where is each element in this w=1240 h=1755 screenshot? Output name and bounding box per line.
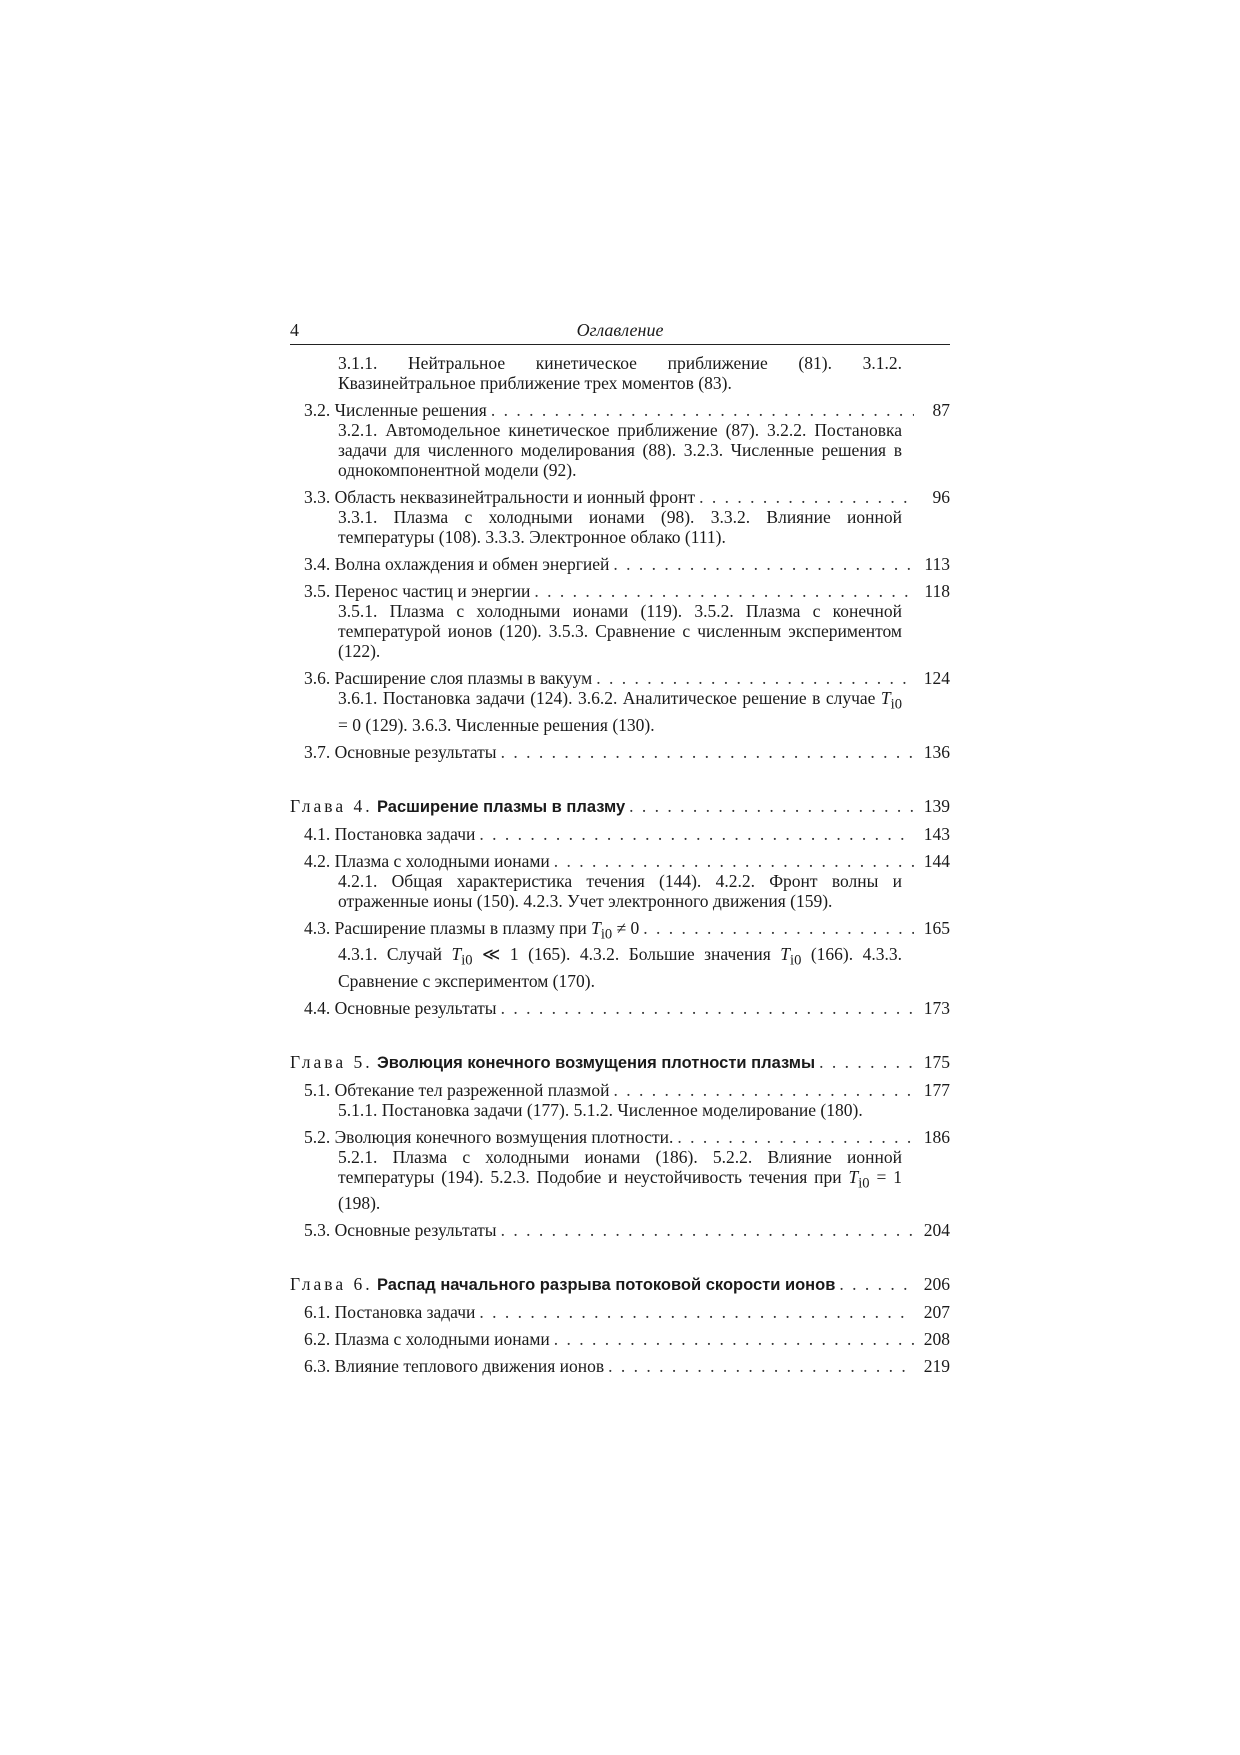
toc-page-num: 143 (923, 823, 950, 844)
toc-entry-4-3[interactable] (290, 918, 950, 991)
toc-label: 3.5. Перенос частиц и энергии (304, 581, 531, 601)
toc-page-num: 113 (924, 554, 950, 574)
toc-entry-6-1[interactable] (290, 1302, 950, 1322)
running-header (290, 320, 950, 345)
toc-chapter-4[interactable] (290, 796, 950, 817)
chapter-prefix: Глава 6. (290, 1274, 373, 1294)
toc-subsections: 3.1.1. Нейтральное кинетическое приближение (81). 3.1.2. Квазинейтральное приближение трех моментов (83). (338, 353, 902, 393)
toc-page-num: 219 (923, 1356, 950, 1376)
chapter-title: Расширение плазмы в плазму (376, 797, 626, 816)
toc-entry-4-4[interactable] (290, 998, 950, 1018)
toc-entry-4-2[interactable] (290, 851, 950, 911)
toc-subsections: 5.1.1. Постановка задачи (177). 5.1.2. Численное моделирование (180). (338, 1099, 863, 1120)
running-title: Оглавление (576, 320, 664, 340)
toc-subsections: 4.3.1. Случай $T_{i0}$ ≪ 1 (165). 4.3.2. Большие значения $T_{i0}$ (166). 4.3.3. Сравнение с экспериментом (170). (338, 944, 902, 991)
toc-chapter-5[interactable] (290, 1052, 950, 1073)
toc-label: 3.4. Волна охлаждения и обмен энергией (304, 554, 610, 574)
toc-entry-6-3[interactable] (290, 1356, 950, 1376)
toc-subsections: 5.2.1. Плазма с холодными ионами (186). 5.2.2. Влияние ионной температуры (194). 5.2.3. Подобие и неустойчивость течения при $T_{i0} = 1$ (198). (338, 1146, 902, 1213)
chapter-prefix: Глава 5. (290, 1051, 373, 1072)
toc-label: 4.4. Основные результаты (304, 997, 497, 1018)
toc-page-num: 87 (932, 400, 950, 420)
toc-page-num: 186 (923, 1126, 950, 1147)
toc-entry-3-5[interactable] (290, 581, 950, 661)
toc-entry-5-2[interactable] (290, 1127, 950, 1214)
toc-page-num: 207 (923, 1302, 950, 1322)
page-number: 4 (290, 320, 299, 340)
toc-label: 3.3. Область неквазинейтральности и ионный фронт (304, 487, 696, 507)
toc-page (290, 320, 950, 1383)
toc-entry-3-6[interactable] (290, 668, 950, 735)
toc-label: 3.2. Численные решения (304, 400, 487, 420)
toc-label: 3.7. Основные результаты (304, 741, 497, 762)
toc-entry-5-1[interactable] (290, 1080, 950, 1120)
toc-page-num: 144 (923, 850, 950, 871)
toc-entry-4-1[interactable] (290, 824, 950, 844)
chapter-title: Эволюция конечного возмущения плотности плазмы (376, 1053, 816, 1072)
toc-page-num: 139 (923, 795, 950, 816)
toc-label: 6.3. Влияние теплового движения ионов (304, 1356, 605, 1376)
toc-page-num: 206 (923, 1274, 950, 1294)
toc-page-num: 177 (923, 1079, 950, 1100)
toc-entry-3-3[interactable] (290, 487, 950, 547)
toc-label: 6.1. Постановка задачи (304, 1302, 476, 1322)
toc-entry-5-3[interactable] (290, 1220, 950, 1240)
toc-subsections: 3.6.1. Постановка задачи (124). 3.6.2. Аналитическое решение в случае $T_{i0} = 0$ (129). 3.6.3. Численные решения (130). (338, 688, 902, 735)
toc-label: 3.6. Расширение слоя плазмы в вакуум (304, 668, 593, 688)
toc-page-num: 173 (923, 997, 950, 1018)
toc-entry-6-2[interactable] (290, 1329, 950, 1349)
toc-label: 4.3. Расширение плазмы в плазму при $T_{i0} \ne 0$ (304, 917, 640, 942)
toc-chapter-6[interactable] (290, 1274, 950, 1295)
toc-label: 5.2. Эволюция конечного возмущения плотности. (304, 1126, 674, 1147)
toc-page-num: 204 (923, 1220, 950, 1240)
toc-subsections: 4.2.1. Общая характеристика течения (144). 4.2.2. Фронт волны и отраженные ионы (150). 4.2.3. Учет электронного движения (159). (338, 870, 902, 911)
toc-subsections: 3.2.1. Автомодельное кинетическое приближение (87). 3.2.2. Постановка задачи для численного моделирования (88). 3.2.3. Численные решения в однокомпонентной модели (92). (338, 420, 902, 480)
toc-subsections: 3.5.1. Плазма с холодными ионами (119). 3.5.2. Плазма с конечной температурой ионов (120). 3.5.3. Сравнение с численным экспериментом (122). (338, 601, 902, 661)
toc-page-num: 175 (923, 1051, 950, 1072)
toc-label: 4.1. Постановка задачи (304, 823, 476, 844)
toc-label: 5.1. Обтекание тел разреженной плазмой (304, 1079, 610, 1100)
toc-page-num: 118 (924, 581, 950, 601)
chapter-prefix: Глава 4. (290, 795, 373, 816)
toc-label: 5.3. Основные результаты (304, 1220, 497, 1240)
toc-page-num: 165 (923, 917, 950, 938)
chapter-title: Распад начального разрыва потоковой скорости ионов (376, 1276, 836, 1294)
toc-entry-3-7[interactable] (290, 742, 950, 762)
toc-page-num: 208 (923, 1329, 950, 1349)
toc-page-num: 124 (923, 668, 950, 688)
toc-page-num: 136 (923, 741, 950, 762)
toc-entry-3-4[interactable] (290, 554, 950, 574)
toc-subsections: 3.3.1. Плазма с холодными ионами (98). 3.3.2. Влияние ионной температуры (108). 3.3.3. Электронное облако (111). (338, 507, 902, 547)
toc-entry-3-2[interactable] (290, 400, 950, 480)
toc-label: 4.2. Плазма с холодными ионами (304, 850, 550, 871)
toc-page-num: 96 (932, 487, 950, 507)
toc-label: 6.2. Плазма с холодными ионами (304, 1329, 550, 1349)
